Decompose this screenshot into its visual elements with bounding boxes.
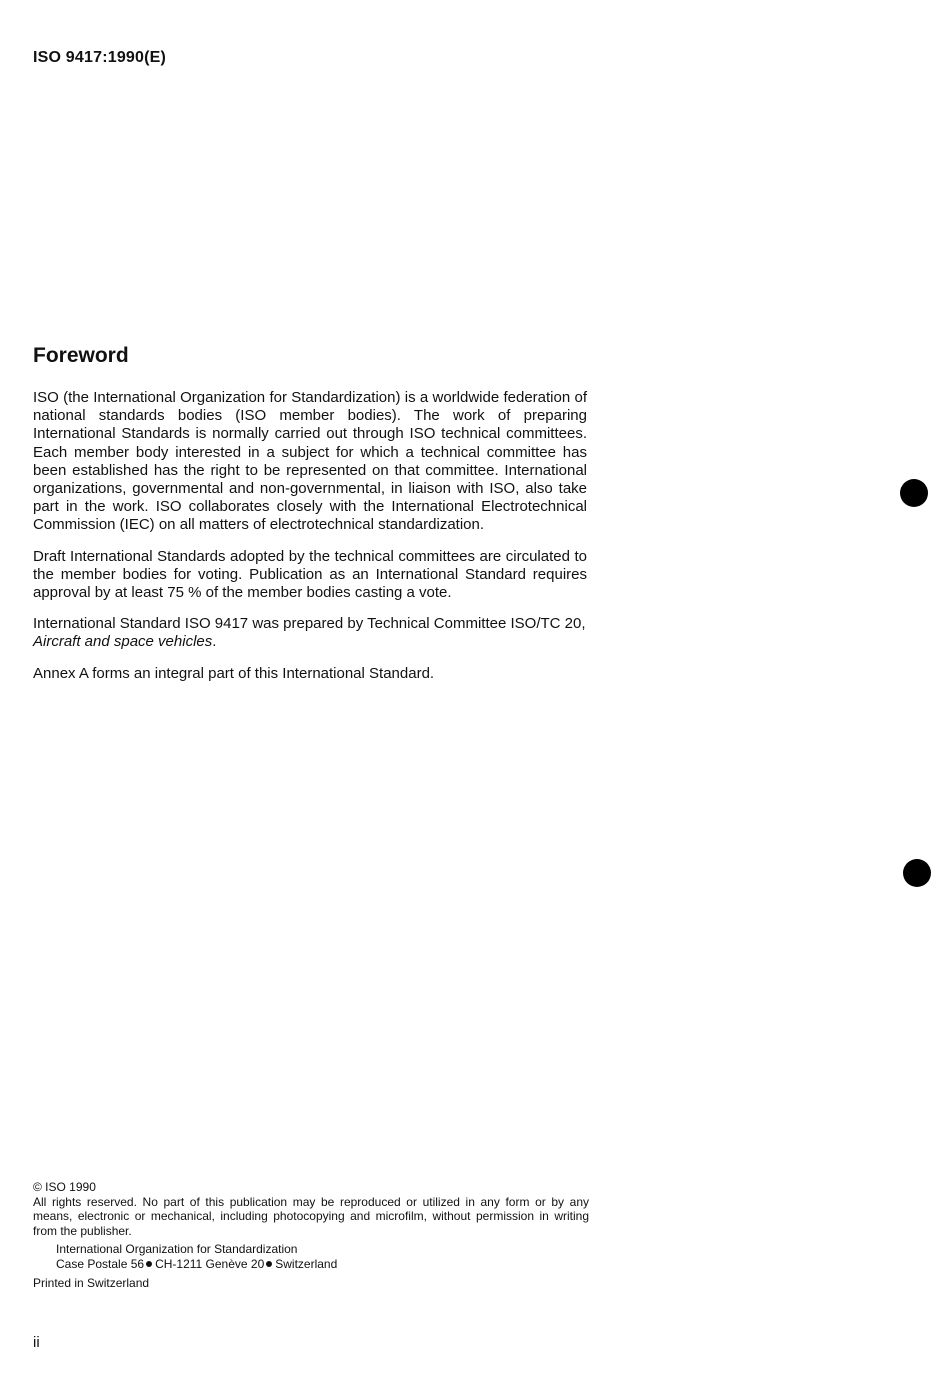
foreword-paragraph-1: ISO (the International Organization for Standardization) is a worldwide federation of national standards bodies (ISO member bodies). The work of preparing International Standards is normally carried out through ISO technical committees. Each member body interested in a subject for which a technical committee has been established has the right to be represented on that committee. International organizations, governmental and non-governmental, in liaison with ISO, also take part in the work. ISO collaborates closely with the International Electrotechnical Commission (IEC) on all matters of electrotechnical standardization. [33,389,587,534]
organization-name: International Organization for Standardization [56,1242,298,1256]
paragraph-3-suffix: . [212,633,217,651]
copyright-block [33,1180,589,1291]
bullet-icon [266,1261,272,1267]
foreword-body [33,389,587,696]
punch-hole-mark-upper [900,479,928,507]
foreword-heading: Foreword [33,344,129,367]
foreword-paragraph-3 [33,615,587,651]
foreword-paragraph-2: Draft International Standards adopted by the technical committees are circulated to the member bodies for voting. Publication as an International Standard requires approval by at least 75 % of the member bodies casting a vote. [33,547,587,602]
postal-address [33,1257,589,1272]
paragraph-3-prefix: International Standard ISO 9417 was prepared by Technical Committee ISO/TC 20, [33,615,586,633]
copyright-line: © ISO 1990 [33,1180,96,1194]
document-id-header: ISO 9417:1990(E) [33,49,167,66]
bullet-icon [146,1261,152,1267]
address-city: CH-1211 Genève 20 [155,1256,265,1271]
address-case-postale: Case Postale 56 [56,1256,145,1271]
page-number: ii [33,1334,40,1351]
rights-statement: All rights reserved. No part of this publication may be reproduced or utilized in any form or by any means, electronic or mechanical, including photocopying and microfilm, without permission in writing from the publisher. [33,1194,589,1238]
address-country: Switzerland [275,1256,338,1271]
printed-in: Printed in Switzerland [33,1276,150,1290]
committee-title: Aircraft and space vehicles [33,633,213,651]
punch-hole-mark-lower [903,859,931,887]
foreword-paragraph-4: Annex A forms an integral part of this International Standard. [33,664,435,682]
